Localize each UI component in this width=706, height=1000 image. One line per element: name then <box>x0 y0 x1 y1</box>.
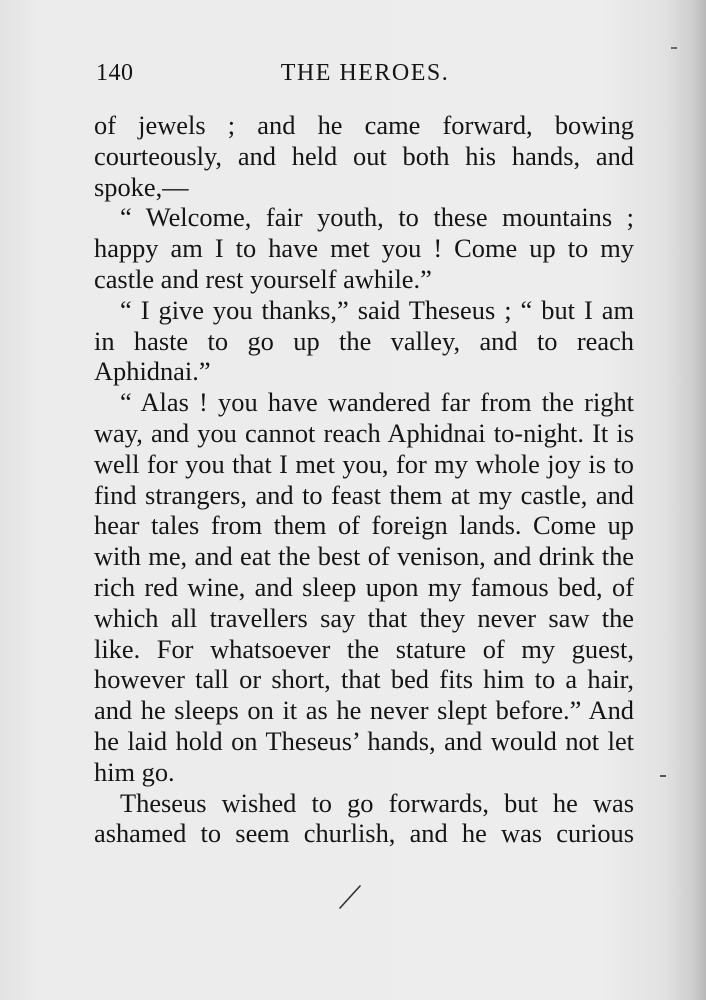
body-text <box>94 110 634 849</box>
paragraph-1: of jewels ; and he came forward, bowing courteously, and held out both his hands, and spoke,— <box>94 110 634 202</box>
page-header <box>96 60 634 96</box>
paragraph-5: Theseus wished to go forwards, but he was ashamed to seem churlish, and he was curious <box>94 787 634 849</box>
paragraph-2: “ Welcome, fair youth, to these mountains ; happy am I to have met you ! Come up to my castle and rest yourself awhile.” <box>94 202 634 294</box>
page-number: 140 <box>96 60 134 86</box>
running-title: THE HEROES. <box>280 60 450 86</box>
margin-mark <box>660 775 666 777</box>
paragraph-3: “ I give you thanks,” said Theseus ; “ but I am in haste to go up the valley, and to reach Aphidnai.” <box>94 294 634 387</box>
paragraph-4: “ Alas ! you have wandered far from the right way, and you cannot reach Aphidnai to-night. It is well for you that I met you, for my whole joy is to find strangers, and to feast them at my castle, and hear tales from them of foreign lands. Come up with me, and eat the best of venison, and drink the rich red wine, and sleep upon my famous bed, of which all travellers say that they never saw the like. For whatsoever the stature of my guest, however tall or short, that bed fits him to a hair, and he sleeps on it as he never slept before.” And he laid hold on Theseus’ hands, and would not let him go. <box>94 387 634 787</box>
pencil-stroke <box>338 884 362 910</box>
margin-mark <box>671 47 677 49</box>
